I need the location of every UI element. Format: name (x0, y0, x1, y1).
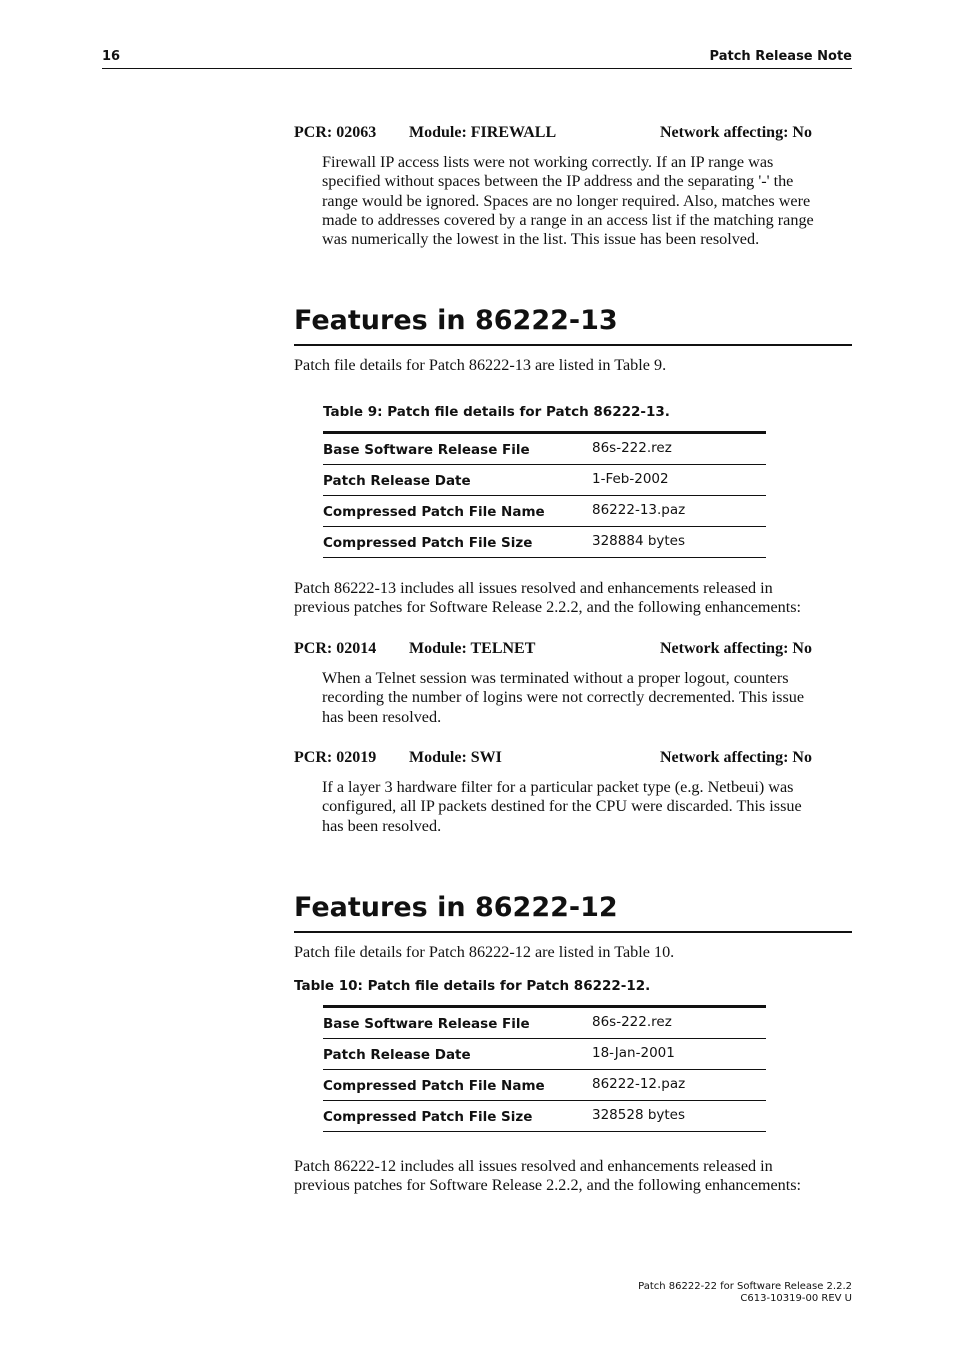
table-row-value: 86s-222.rez (592, 1007, 766, 1039)
table-row (323, 465, 766, 496)
pcr-heading-telnet (294, 640, 854, 660)
pcr-number: PCR: 02063 (294, 124, 377, 141)
table-row-label: Compressed Patch File Name (323, 1070, 592, 1101)
header-rule (102, 68, 852, 69)
table-row-label: Base Software Release File (323, 1007, 592, 1039)
table-row (323, 496, 766, 527)
table-caption: Table 10: Patch file details for Patch 86222-12. (294, 978, 651, 994)
running-header-title: Patch Release Note (709, 49, 852, 64)
text-line: configured, all IP packets destined for the CPU were discarded. This issue (322, 797, 802, 816)
text-line: If a layer 3 hardware filter for a particular packet type (e.g. Netbeui) was (322, 778, 794, 796)
text-line: has been resolved. (322, 816, 442, 835)
table-row (323, 1070, 766, 1101)
table-row-label: Base Software Release File (323, 433, 592, 465)
pcr-number: PCR: 02014 (294, 640, 377, 657)
table-row (323, 1039, 766, 1070)
table-row-label: Compressed Patch File Name (323, 496, 592, 527)
text-line: previous patches for Software Release 2.2.2, and the following enhancements: (294, 598, 802, 617)
table-caption: Table 9: Patch file details for Patch 86222-13. (323, 404, 670, 420)
text-line: recording the number of logins were not correctly decremented. This issue (322, 688, 805, 707)
table-row (323, 1007, 766, 1039)
footer-line: C613-10319-00 REV U (740, 1293, 852, 1304)
pcr-network-affecting: Network affecting: No (660, 124, 812, 141)
text-line: has been resolved. (322, 707, 442, 726)
section-heading-86222-13: Features in 86222-13 (294, 305, 618, 336)
section-summary (294, 1157, 854, 1196)
table-row-value: 86222-13.paz (592, 496, 766, 527)
table-row-label: Patch Release Date (323, 465, 592, 496)
patch-details-table-9 (323, 431, 766, 558)
table-row (323, 1101, 766, 1132)
pcr-heading-firewall (294, 124, 854, 144)
section-heading-rule (294, 931, 852, 933)
table-row-value: 18-Jan-2001 (592, 1039, 766, 1070)
section-intro: Patch file details for Patch 86222-12 are listed in Table 10. (294, 943, 675, 961)
text-line: Patch 86222-13 includes all issues resolved and enhancements released in (294, 579, 773, 597)
footer-line: Patch 86222-22 for Software Release 2.2.2 (638, 1281, 852, 1292)
text-line: specified without spaces between the IP address and the separating '-' the (322, 172, 794, 191)
table-row (323, 433, 766, 465)
page-footer (638, 1281, 852, 1305)
pcr-heading-swi (294, 749, 854, 769)
text-line: previous patches for Software Release 2.2.2, and the following enhancements: (294, 1176, 802, 1195)
table-row-value: 328884 bytes (592, 527, 766, 558)
text-line: When a Telnet session was terminated without a proper logout, counters (322, 669, 789, 687)
text-line: made to addresses covered by a range in an access list if the matching range (322, 210, 814, 229)
table-row-value: 86s-222.rez (592, 433, 766, 465)
pcr-description-firewall (322, 153, 854, 249)
section-heading-86222-12: Features in 86222-12 (294, 892, 618, 923)
table-row (323, 527, 766, 558)
section-summary (294, 579, 854, 618)
text-line: Patch 86222-12 includes all issues resolved and enhancements released in (294, 1157, 773, 1175)
patch-details-table-10 (323, 1005, 766, 1132)
page-number: 16 (102, 49, 121, 64)
table-row-label: Compressed Patch File Size (323, 1101, 592, 1132)
pcr-network-affecting: Network affecting: No (660, 749, 812, 766)
table-row-label: Compressed Patch File Size (323, 527, 592, 558)
pcr-number: PCR: 02019 (294, 749, 377, 766)
pcr-description-swi (322, 778, 854, 836)
table-row-value: 1-Feb-2002 (592, 465, 766, 496)
pcr-module: Module: TELNET (409, 640, 536, 657)
table-row-value: 328528 bytes (592, 1101, 766, 1132)
text-line: range would be ignored. Spaces are no longer required. Also, matches were (322, 191, 811, 210)
text-line: Firewall IP access lists were not working correctly. If an IP range was (322, 153, 774, 171)
table-row-label: Patch Release Date (323, 1039, 592, 1070)
pcr-module: Module: SWI (409, 749, 502, 766)
section-heading-rule (294, 344, 852, 346)
pcr-description-telnet (322, 669, 854, 727)
section-intro: Patch file details for Patch 86222-13 are listed in Table 9. (294, 356, 667, 374)
table-row-value: 86222-12.paz (592, 1070, 766, 1101)
text-line: was numerically the lowest in the list. This issue has been resolved. (322, 230, 760, 249)
pcr-module: Module: FIREWALL (409, 124, 557, 141)
pcr-network-affecting: Network affecting: No (660, 640, 812, 657)
